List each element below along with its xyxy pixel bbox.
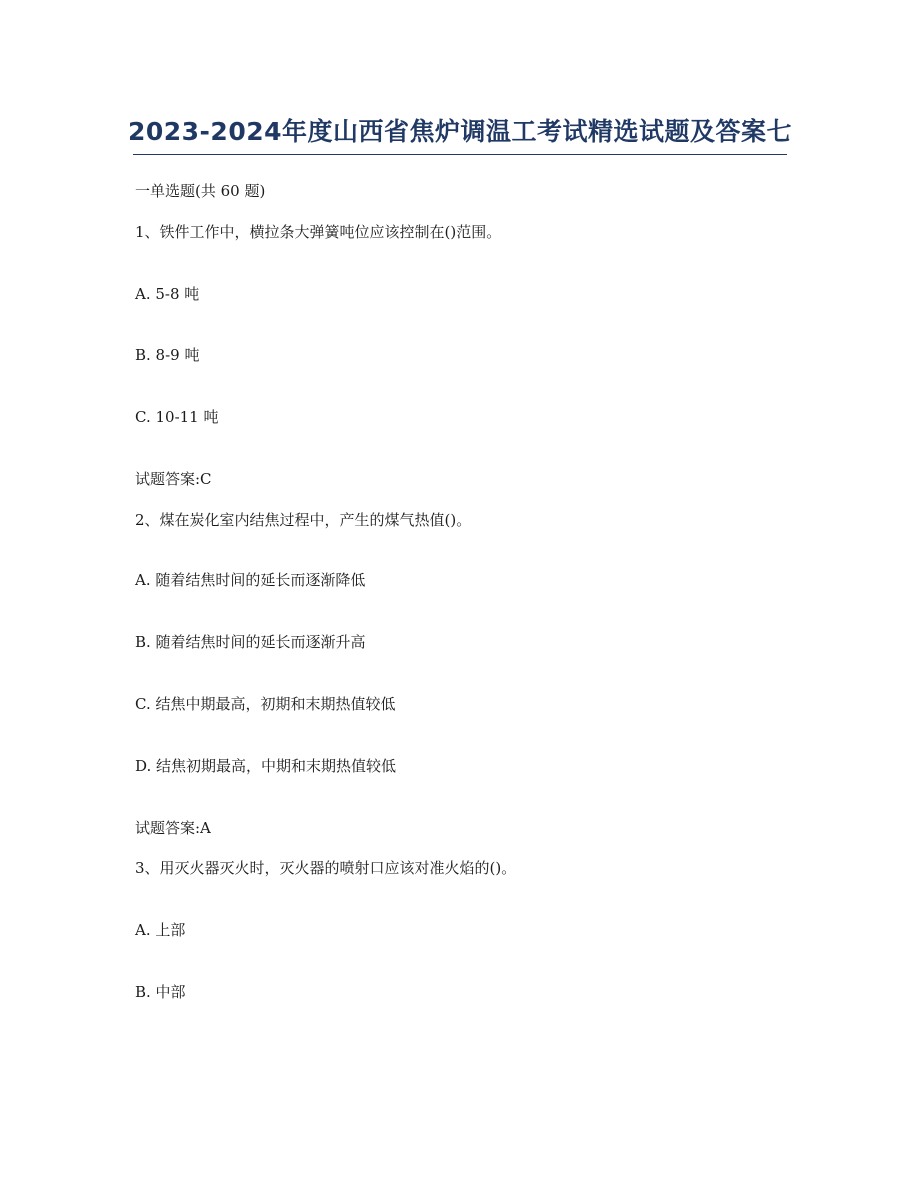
option-b: B. 随着结焦时间的延长而逐渐升高: [135, 633, 366, 651]
section-heading: 一单选题(共 60 题): [135, 182, 266, 200]
document-title: 2023-2024年度山西省焦炉调温工考试精选试题及答案七: [127, 117, 793, 146]
question-stem: 2、煤在炭化室内结焦过程中，产生的煤气热值()。: [135, 511, 472, 529]
answer-line: 试题答案:C: [135, 470, 212, 488]
question-stem: 1、铁件工作中，横拉条大弹簧吨位应该控制在()范围。: [135, 223, 502, 241]
option-a: A. 上部: [135, 921, 186, 939]
title-divider: [133, 154, 787, 155]
option-a: A. 随着结焦时间的延长而逐渐降低: [135, 571, 366, 589]
question-stem: 3、用灭火器灭火时，灭火器的喷射口应该对准火焰的()。: [135, 859, 517, 877]
option-b: B. 中部: [135, 983, 186, 1001]
option-a: A. 5-8 吨: [135, 285, 200, 303]
option-c: C. 结焦中期最高，初期和末期热值较低: [135, 695, 396, 713]
option-b: B. 8-9 吨: [135, 346, 200, 364]
answer-line: 试题答案:A: [135, 819, 211, 837]
option-c: C. 10-11 吨: [135, 408, 219, 426]
option-d: D. 结焦初期最高，中期和末期热值较低: [135, 757, 397, 775]
